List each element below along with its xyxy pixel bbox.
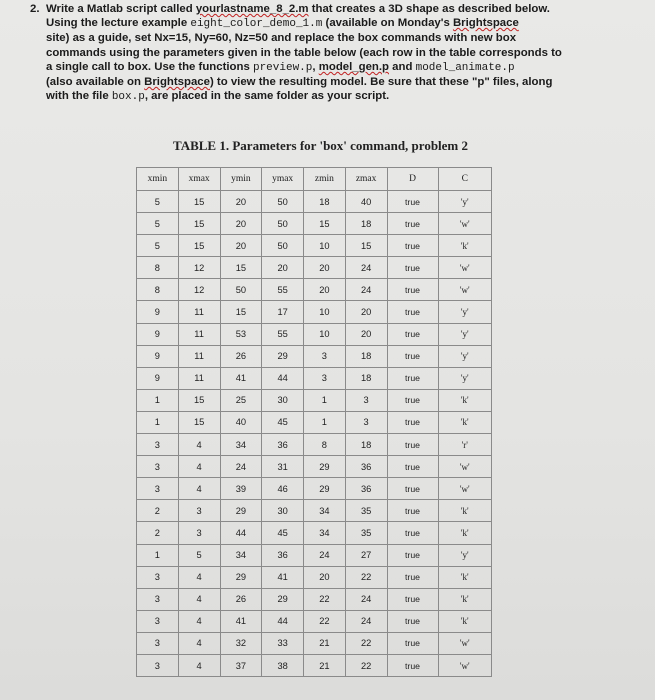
table-cell: 53 [220,323,262,345]
table-cell: 1 [137,411,179,433]
table-cell: 34 [220,434,262,456]
column-header-d: D [387,168,438,191]
table-cell: 34 [304,522,346,544]
table-cell: 9 [137,345,179,367]
table-cell: 3 [137,632,179,654]
table-cell: 'y' [438,191,491,213]
table-cell: 8 [137,279,179,301]
table-cell: 3 [345,389,387,411]
table-cell: true [387,434,438,456]
table-cell: 3 [304,367,346,389]
table-cell: 'k' [438,500,491,522]
table-cell: 10 [304,301,346,323]
table-cell: 37 [220,654,262,676]
table-cell: 15 [178,389,220,411]
table-cell: 11 [178,301,220,323]
table-header-row [137,168,492,191]
table-row [137,544,492,566]
problem-text: , are placed in the same folder as your script. [144,90,390,103]
table-cell: 27 [345,544,387,566]
table-cell: 18 [345,345,387,367]
table-row [137,500,492,522]
table-cell: 50 [262,213,304,235]
problem-line [46,31,630,45]
table-cell: 36 [345,456,387,478]
table-cell: 11 [178,323,220,345]
table-cell: 2 [137,522,179,544]
table-cell: 3 [137,434,179,456]
problem-text: commands using the parameters given in the table below (each row in the table corresponds to [46,46,562,59]
table-row [137,323,492,345]
table-cell: 29 [262,345,304,367]
spellcheck-word: Brightspace [452,17,519,30]
parameters-table [136,167,492,677]
table-caption: TABLE 1. Parameters for 'box' command, problem 2 [173,138,469,153]
table-cell: true [387,588,438,610]
table-cell: 32 [220,632,262,654]
table-cell: 24 [345,588,387,610]
table-cell: 30 [262,500,304,522]
table-cell: 'k' [438,566,491,588]
table-cell: 21 [304,632,346,654]
table-cell: 'w' [438,632,491,654]
column-header-c: C [438,168,491,191]
table-cell: 38 [262,654,304,676]
table-cell: 18 [304,191,346,213]
table-cell: 4 [178,654,220,676]
column-header-xmin: xmin [137,168,179,191]
table-cell: 18 [345,434,387,456]
table-cell: 4 [178,588,220,610]
table-row [137,257,492,279]
table-cell: true [387,213,438,235]
table-cell: true [387,235,438,257]
table-cell: 9 [137,301,179,323]
table-cell: 50 [262,191,304,213]
table-cell: 22 [345,654,387,676]
table-cell: 12 [178,257,220,279]
table-cell: 3 [304,345,346,367]
table-cell: 9 [137,323,179,345]
table-cell: 5 [137,213,179,235]
table-cell: 4 [178,610,220,632]
spellcheck-word: yourlastname_8_2.m [195,3,309,15]
problem-line [46,46,630,60]
table-cell: 4 [178,566,220,588]
table-cell: 10 [304,235,346,257]
table-cell: 3 [137,654,179,676]
table-cell: true [387,367,438,389]
table-cell: 15 [345,235,387,257]
table-cell: 39 [220,478,262,500]
table-cell: 20 [220,235,262,257]
table-cell: 3 [137,588,179,610]
table-cell: 'k' [438,235,491,257]
table-cell: true [387,279,438,301]
table-cell: 20 [262,257,304,279]
table-cell: 40 [220,411,262,433]
problem-line [46,2,630,16]
table-cell: 20 [345,323,387,345]
table-cell: 5 [137,235,179,257]
problem-text: ) to view the resulting model. Be sure that these "p" files, along [209,76,553,89]
table-cell: 30 [262,389,304,411]
table-cell: true [387,301,438,323]
problem-text: Write a Matlab script called [46,3,196,15]
table-cell: 20 [220,191,262,213]
table-cell: 26 [220,588,262,610]
table-cell: 24 [345,279,387,301]
table-cell: 46 [262,478,304,500]
problem-text: site) as a guide, set Nx=15, Ny=60, Nz=50 and replace the box commands with new box [46,32,517,45]
table-cell: 41 [220,610,262,632]
column-header-zmin: zmin [304,168,346,191]
column-header-ymax: ymax [262,168,304,191]
table-cell: 15 [220,301,262,323]
code-filename: model_animate.p [415,61,515,74]
table-row [137,389,492,411]
table-cell: 'k' [438,588,491,610]
table-cell: 20 [304,566,346,588]
table-cell: 3 [178,522,220,544]
problem-text: (also available on [46,76,145,89]
table-cell: 1 [304,411,346,433]
table-cell: 41 [220,367,262,389]
table-cell: 4 [178,632,220,654]
table-cell: 29 [220,500,262,522]
table-cell: true [387,323,438,345]
table-cell: 29 [304,478,346,500]
table-cell: 4 [178,456,220,478]
table-cell: 'r' [438,434,491,456]
table-cell: 35 [345,522,387,544]
table-cell: 5 [137,191,179,213]
table-cell: 44 [262,610,304,632]
table-cell: 45 [262,522,304,544]
table-cell: 'w' [438,213,491,235]
problem-body [46,2,630,104]
table-cell: true [387,389,438,411]
table-cell: 3 [345,411,387,433]
table-cell: 1 [304,389,346,411]
table-cell: true [387,411,438,433]
table-row [137,522,492,544]
problem-line [46,75,630,89]
table-cell: 'k' [438,610,491,632]
table-row [137,654,492,676]
table-cell: 31 [262,456,304,478]
table-cell: 3 [137,610,179,632]
table-cell: true [387,478,438,500]
table-cell: 20 [304,279,346,301]
table-cell: 15 [304,213,346,235]
table-cell: 4 [178,434,220,456]
problem-text: that creates a 3D shape as described below. [308,3,550,15]
table-cell: true [387,191,438,213]
table-cell: 'w' [438,257,491,279]
table-cell: 40 [345,191,387,213]
table-cell: 'k' [438,411,491,433]
table-cell: 34 [220,544,262,566]
problem-line [46,89,630,104]
table-cell: 4 [178,478,220,500]
table-cell: true [387,500,438,522]
problem-line [46,60,630,75]
code-filename: eight_color_demo_1.m [190,18,323,31]
table-cell: 36 [262,434,304,456]
problem-text: and [389,60,416,73]
problem-line [46,16,630,31]
table-row [137,632,492,654]
table-cell: 22 [304,588,346,610]
table-cell: 'k' [438,389,491,411]
table-cell: 12 [178,279,220,301]
table-cell: 26 [220,345,262,367]
table-cell: true [387,456,438,478]
table-row [137,588,492,610]
problem-statement [30,2,630,104]
table-cell: 35 [345,500,387,522]
table-cell: 18 [345,367,387,389]
table-row [137,191,492,213]
spellcheck-word: Brightspace [144,76,210,89]
table-cell: 'k' [438,522,491,544]
table-cell: 1 [137,389,179,411]
table-cell: 2 [137,500,179,522]
table-cell: 22 [345,566,387,588]
table-row [137,279,492,301]
table-cell: 20 [304,257,346,279]
table-cell: 3 [137,566,179,588]
table-cell: 'y' [438,323,491,345]
table-row [137,566,492,588]
table-cell: 8 [137,257,179,279]
table-cell: 24 [345,257,387,279]
table-cell: 9 [137,367,179,389]
table-cell: 17 [262,301,304,323]
problem-number: 2. [30,3,40,15]
table-cell: 15 [178,411,220,433]
table-row [137,411,492,433]
table-row [137,213,492,235]
table-cell: 5 [178,544,220,566]
table-cell: 15 [178,235,220,257]
table-cell: 29 [220,566,262,588]
table-cell: 34 [304,500,346,522]
table-cell: 3 [178,500,220,522]
table-cell: 'w' [438,478,491,500]
table-cell: true [387,544,438,566]
table-cell: 55 [262,323,304,345]
problem-text: a single call to box. Use the functions [46,60,253,73]
table-row [137,235,492,257]
table-cell: 'y' [438,544,491,566]
table-cell: 'y' [438,301,491,323]
table-row [137,367,492,389]
table-cell: 44 [220,522,262,544]
table-cell: 29 [262,588,304,610]
table-cell: 'y' [438,367,491,389]
table-cell: 24 [220,456,262,478]
table-cell: true [387,345,438,367]
table-cell: 15 [178,191,220,213]
table-cell: 45 [262,411,304,433]
table-cell: 20 [345,301,387,323]
table-row [137,345,492,367]
table-cell: 55 [262,279,304,301]
table-cell: 3 [137,478,179,500]
column-header-zmax: zmax [345,168,387,191]
table-cell: 22 [345,632,387,654]
table-cell: 21 [304,654,346,676]
table-cell: 'w' [438,654,491,676]
table-cell: true [387,654,438,676]
problem-text: with the file [46,90,112,103]
table-cell: 'y' [438,345,491,367]
table-cell: 18 [345,213,387,235]
table-cell: 41 [262,566,304,588]
table-cell: 20 [220,213,262,235]
table-cell: 24 [304,544,346,566]
table-cell: 1 [137,544,179,566]
table-cell: true [387,632,438,654]
table-cell: 36 [345,478,387,500]
table-cell: 3 [137,456,179,478]
table-cell: 'w' [438,279,491,301]
table-cell: 25 [220,389,262,411]
table-cell: 15 [220,257,262,279]
table-cell: 29 [304,456,346,478]
table-cell: true [387,566,438,588]
table-row [137,301,492,323]
problem-text: Using the lecture example [46,17,191,30]
table-cell: 10 [304,323,346,345]
table-cell: 15 [178,213,220,235]
table-row [137,478,492,500]
table-cell: 33 [262,632,304,654]
table-cell: true [387,522,438,544]
column-header-ymin: ymin [220,168,262,191]
spellcheck-word: model_gen.p [318,60,389,73]
table-cell: 22 [304,610,346,632]
table-body [137,191,492,677]
code-filename: preview.p [252,61,313,74]
table-cell: true [387,610,438,632]
table-cell: 50 [220,279,262,301]
table-cell: 11 [178,367,220,389]
column-header-xmax: xmax [178,168,220,191]
table-cell: 8 [304,434,346,456]
table-cell: 36 [262,544,304,566]
table-cell: true [387,257,438,279]
table-cell: 24 [345,610,387,632]
code-filename: box.p [111,91,145,104]
problem-text: , [312,60,319,73]
table-row [137,610,492,632]
table-row [137,434,492,456]
problem-text: (available on Monday's [322,17,453,30]
table-cell: 'w' [438,456,491,478]
table-row [137,456,492,478]
table-cell: 50 [262,235,304,257]
table-cell: 44 [262,367,304,389]
table-cell: 11 [178,345,220,367]
